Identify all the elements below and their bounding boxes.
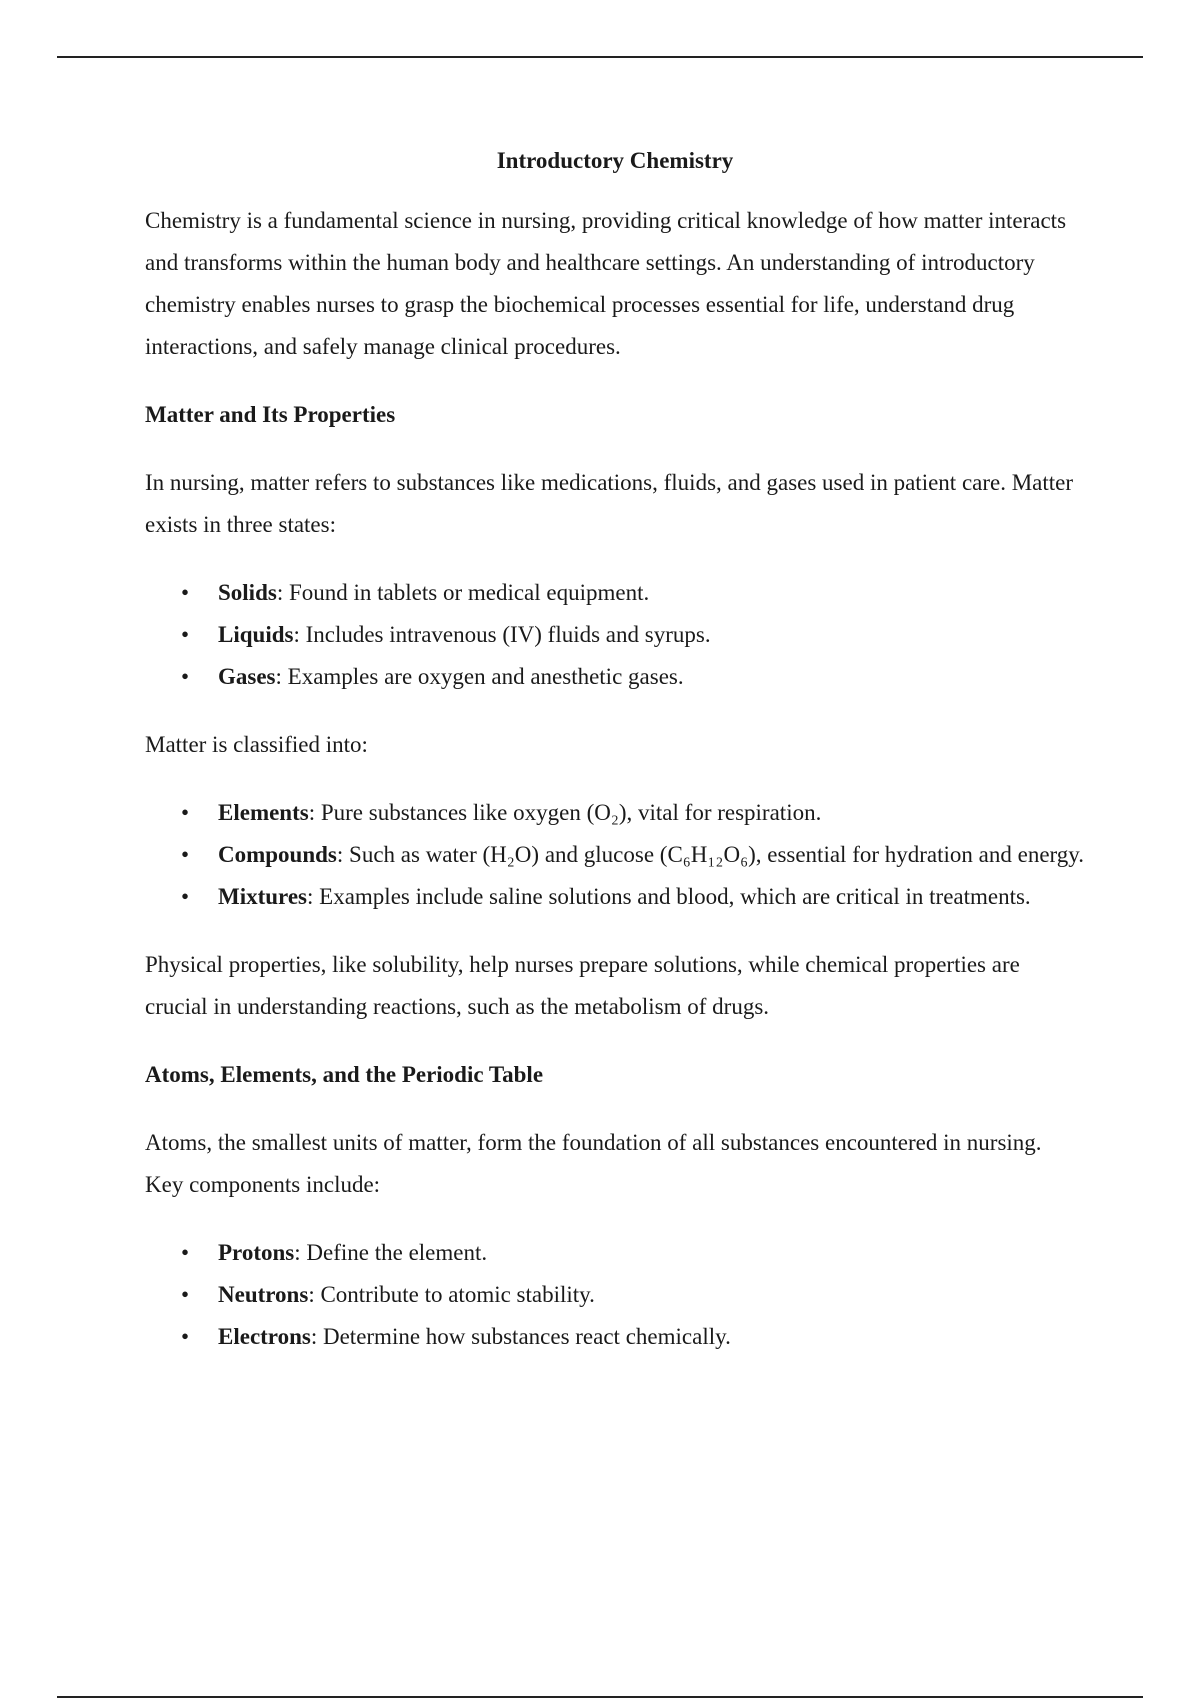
list-item-term: Gases	[218, 664, 276, 689]
matter-paragraph: In nursing, matter refers to substances like medications, fluids, and gases used in patient care. Matter exists in three states:	[145, 470, 1074, 537]
list-item-term: Neutrons	[218, 1282, 309, 1307]
list-item-text: : Pure substances like oxygen (O₂), vital for respiration.	[308, 800, 822, 825]
bullet-icon: •	[181, 1240, 190, 1265]
list-item-term: Liquids	[218, 622, 294, 647]
atomic-components-list	[145, 1232, 1085, 1358]
atoms-paragraph: Atoms, the smallest units of matter, form the foundation of all substances encountered in nursing. Key components include:	[145, 1130, 1042, 1197]
list-item-term: Electrons	[218, 1324, 311, 1349]
list-item-text: : Contribute to atomic stability.	[308, 1282, 595, 1307]
bullet-icon: •	[181, 800, 190, 825]
bullet-icon: •	[181, 622, 190, 647]
list-item	[145, 1316, 1085, 1358]
bullet-icon: •	[181, 884, 190, 909]
list-item	[145, 1274, 1085, 1316]
section-heading-matter: Matter and Its Properties	[145, 402, 396, 427]
document-title: Introductory Chemistry	[496, 148, 734, 173]
list-item-term: Mixtures	[218, 884, 308, 909]
section-heading-atoms: Atoms, Elements, and the Periodic Table	[145, 1062, 544, 1087]
list-item-text: : Found in tablets or medical equipment.	[276, 580, 650, 605]
bullet-icon: •	[181, 1324, 190, 1349]
bullet-icon: •	[181, 664, 190, 689]
list-item-text: : Examples are oxygen and anesthetic gases.	[275, 664, 684, 689]
list-item-text: : Determine how substances react chemically.	[310, 1324, 731, 1349]
list-item	[145, 572, 1085, 614]
list-item-text: : Define the element.	[294, 1240, 488, 1265]
matter-classes-list	[145, 792, 1085, 918]
classification-paragraph: Matter is classified into:	[145, 732, 368, 757]
list-item	[145, 1232, 1085, 1274]
list-item	[145, 614, 1085, 656]
bottom-rule	[57, 1696, 1143, 1698]
list-item	[145, 834, 1085, 876]
list-item-term: Solids	[218, 580, 277, 605]
bullet-icon: •	[181, 1282, 190, 1307]
list-item-term: Protons	[218, 1240, 295, 1265]
top-rule	[57, 56, 1143, 58]
list-item-term: Compounds	[218, 842, 337, 867]
bullet-icon: •	[181, 842, 190, 867]
states-of-matter-list	[145, 572, 1085, 698]
list-item-text: : Such as water (H₂O) and glucose (C₆H₁₂O₆), essential for hydration and energy.	[336, 842, 1085, 867]
list-item	[145, 792, 1085, 834]
properties-paragraph: Physical properties, like solubility, help nurses prepare solutions, while chemical properties are crucial in understanding reactions, such as the metabolism of drugs.	[145, 952, 1020, 1019]
bullet-icon: •	[181, 580, 190, 605]
intro-paragraph: Chemistry is a fundamental science in nursing, providing critical knowledge of how matter interacts and transforms within the human body and healthcare settings. An understanding of introductory chemistry enables nurses to grasp the biochemical processes essential for life, understand drug interactions, and safely manage clinical procedures.	[145, 208, 1067, 359]
list-item	[145, 876, 1085, 918]
list-item	[145, 656, 1085, 698]
list-item-text: : Includes intravenous (IV) fluids and syrups.	[293, 622, 711, 647]
list-item-term: Elements	[218, 800, 309, 825]
document-body	[145, 140, 1085, 1384]
list-item-text: : Examples include saline solutions and blood, which are critical in treatments.	[307, 884, 1031, 909]
